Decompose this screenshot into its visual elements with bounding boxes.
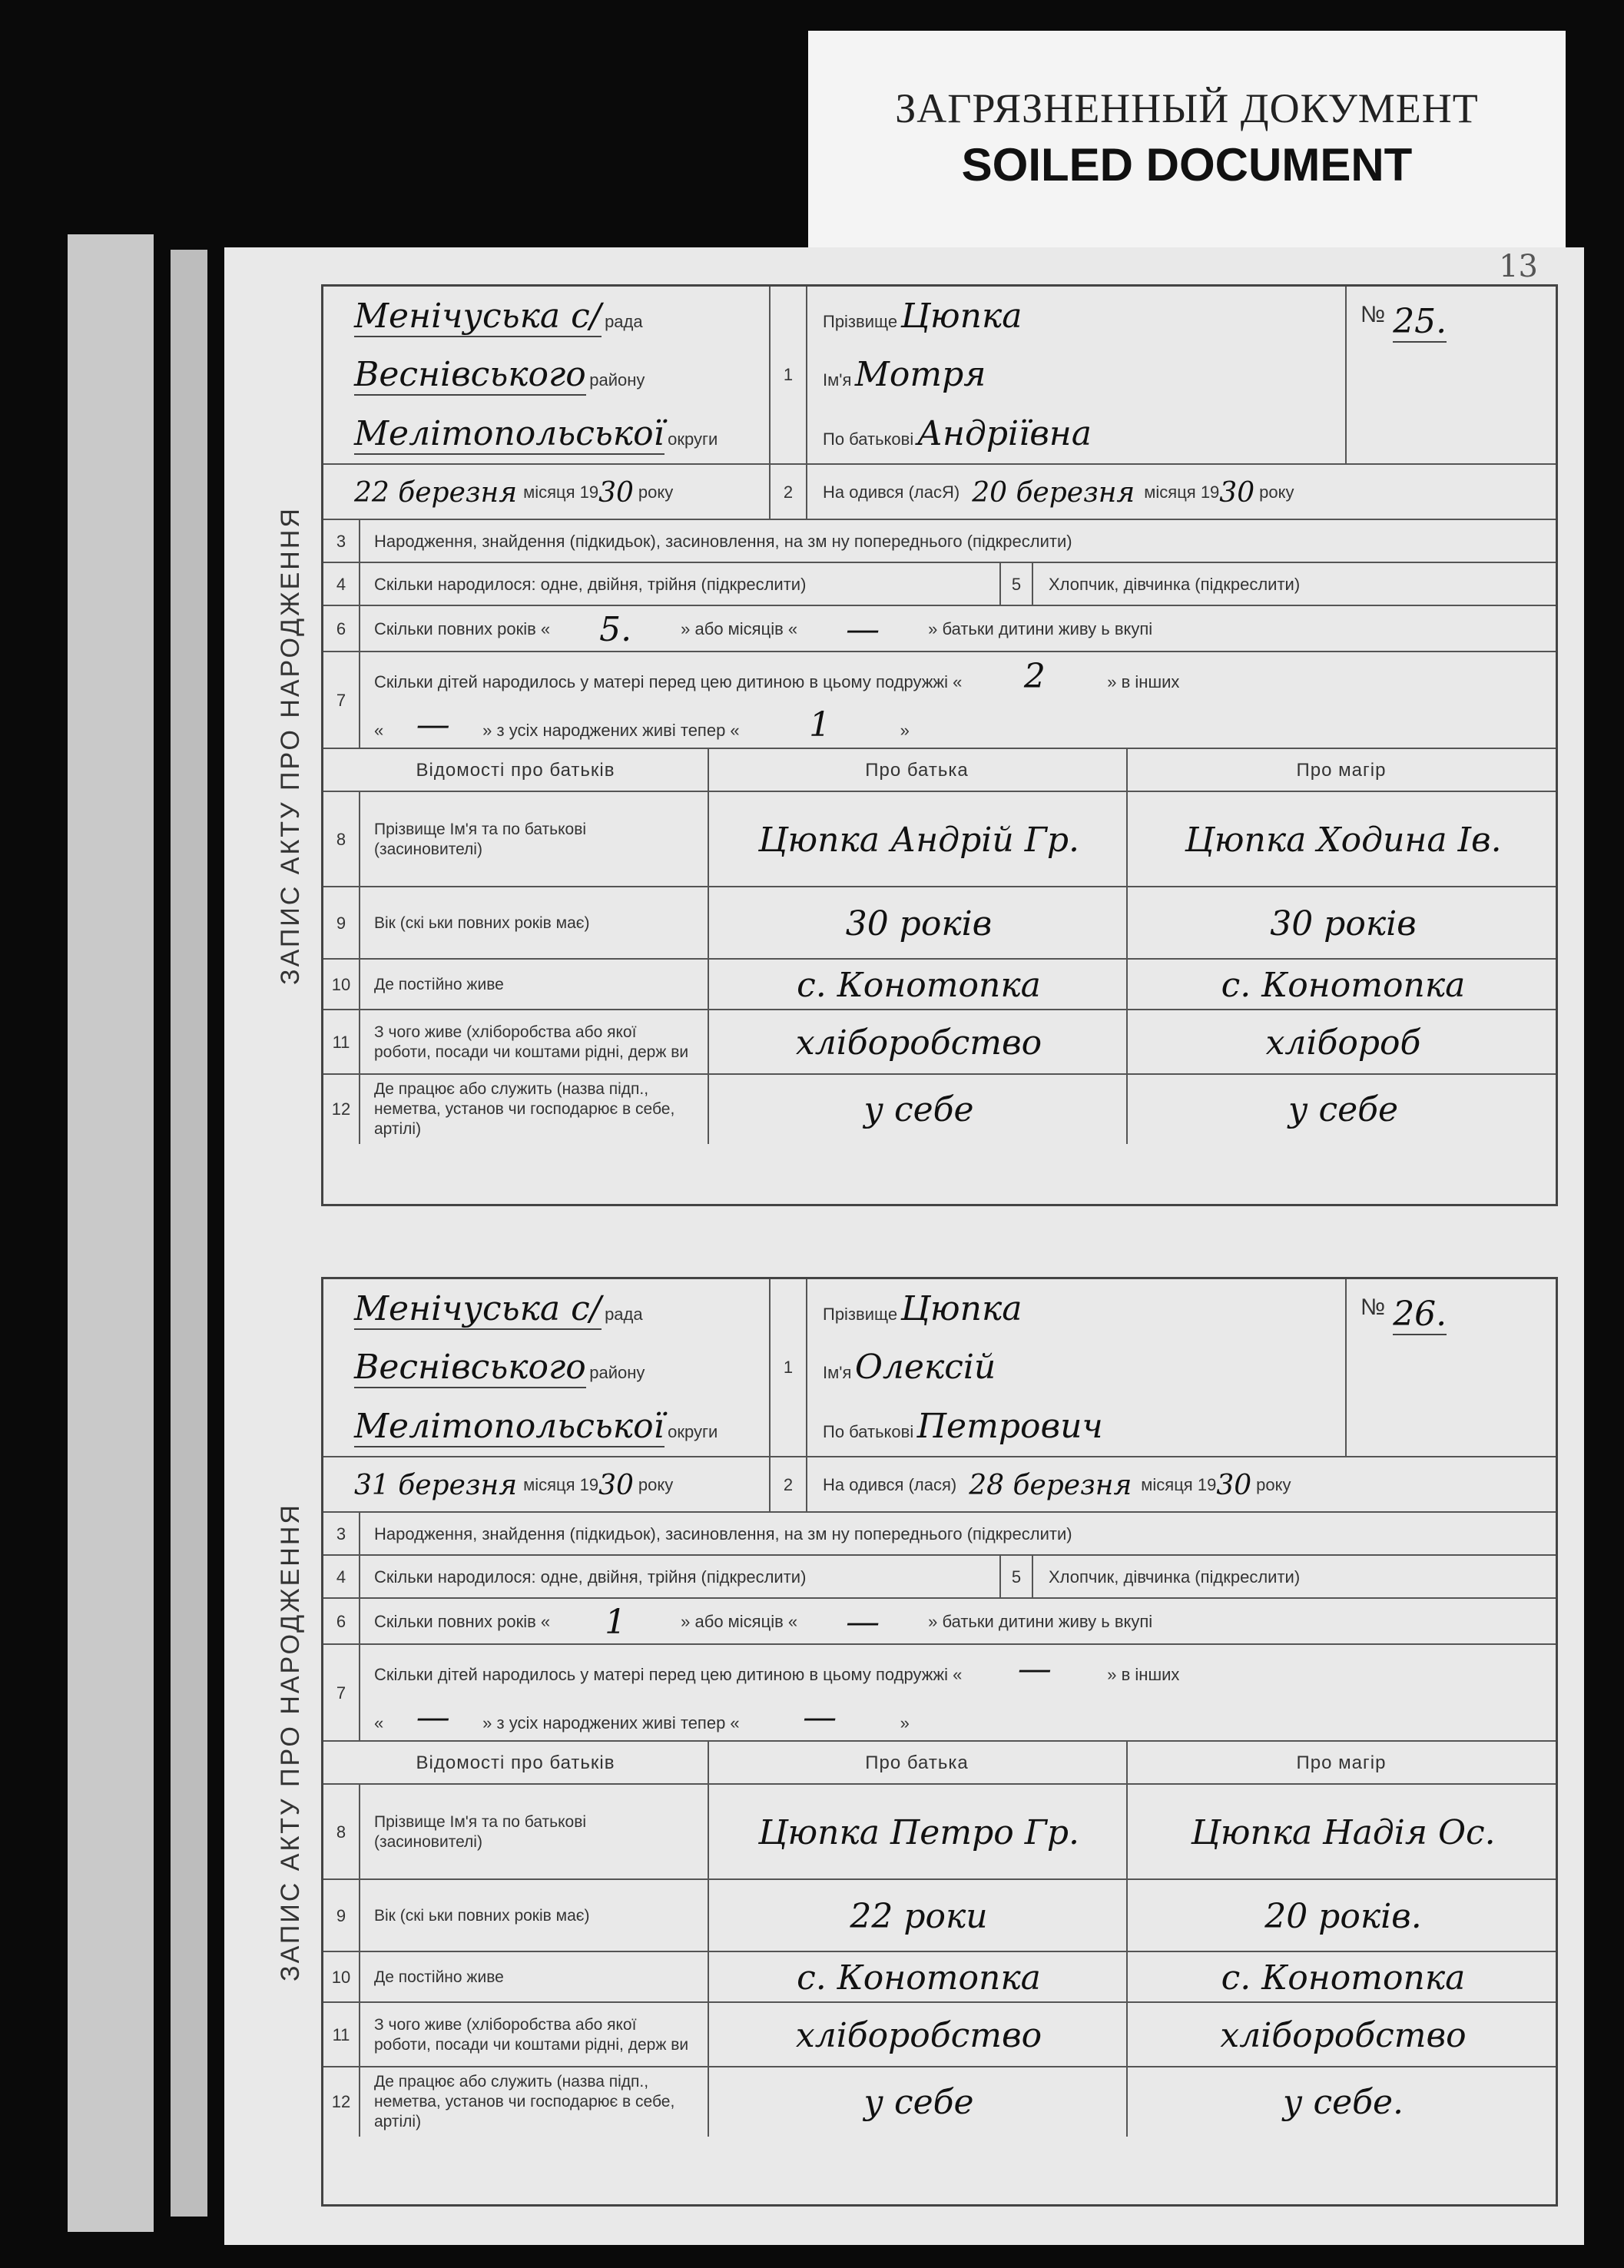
row-dates: 31 березня місяця 19 30 року 2 На одився (лася) 28 березня місяця 19 30 року bbox=[323, 1456, 1556, 1513]
birth-record bbox=[260, 284, 1558, 1206]
binding-strip-inner bbox=[171, 250, 207, 2217]
record-side-title: ЗАПИС АКТУ ПРО НАРОДЖЕННЯ bbox=[275, 1502, 305, 1981]
mother-value: 30 років bbox=[1270, 904, 1417, 943]
row-3: 3 Народження, знайдення (підкидьок), засиновлення, на зм ну попереднього (підкреслити) bbox=[323, 519, 1556, 563]
parents-row8: 8 Прізвище Ім'я та по батькові (засиновителі) Цюпка Андрій Гр. Цюпка Ходина Ів. bbox=[323, 791, 1556, 887]
label-line-english: SOILED DOCUMENT bbox=[961, 139, 1413, 191]
child-patronymic: Андріївна bbox=[916, 414, 1092, 454]
record-number: 26. bbox=[1393, 1295, 1447, 1334]
father-value: 30 років bbox=[845, 904, 993, 943]
row-3: 3 Народження, знайдення (підкидьок), засиновлення, на зм ну попереднього (підкреслити) bbox=[323, 1511, 1556, 1556]
label-line-russian: ЗАГРЯЗНЕННЫЙ ДОКУМЕНТ bbox=[895, 85, 1479, 131]
record-grid bbox=[321, 284, 1558, 1206]
child-name: Мотря bbox=[854, 355, 986, 395]
mother-value: хліборобство bbox=[1220, 2015, 1467, 2055]
registration-date: 22 березня bbox=[354, 476, 518, 509]
parents-header: Відомості про батьків Про батька Про магір bbox=[323, 748, 1556, 792]
father-value: с. Конотопка bbox=[797, 965, 1041, 1005]
soiled-document-label bbox=[808, 31, 1566, 250]
row-names: Менічуська с/ рада Веснівського району Мелітопольської округи 1 Прізвище Цюпка Ім'я Олексій По батькові Петрович № 26. bbox=[323, 1279, 1556, 1456]
row-7: 7 Скільки дітей народилось у матері перед цею дитиною в цьому подружжі « — » в інших « — » з усіх народжених живі тепер « — » bbox=[323, 1643, 1556, 1742]
child-patronymic: Петрович bbox=[916, 1407, 1103, 1447]
mother-value: с. Конотопка bbox=[1221, 1958, 1466, 1998]
mother-value: у себе. bbox=[1282, 2082, 1404, 2122]
father-value: у себе bbox=[863, 2082, 974, 2122]
father-value: хліборобство bbox=[795, 1023, 1042, 1063]
child-surname: Цюпка bbox=[900, 296, 1022, 336]
child-surname: Цюпка bbox=[900, 1288, 1022, 1328]
mother-value: Цюпка Надія Ос. bbox=[1191, 1812, 1496, 1852]
row-dates: 22 березня місяця 19 30 року 2 На одився (ласЯ) 20 березня місяця 19 30 року bbox=[323, 463, 1556, 520]
child-name: Олексій bbox=[854, 1348, 996, 1388]
birth-date: 20 березня bbox=[972, 476, 1135, 509]
parents-row9: 9 Вік (скі ьки повних років має) 30 років 30 років bbox=[323, 886, 1556, 960]
parents-header: Відомості про батьків Про батька Про магір bbox=[323, 1740, 1556, 1785]
district-value: Веснівського bbox=[354, 355, 586, 395]
father-value: Цюпка Андрій Гр. bbox=[758, 820, 1079, 860]
birth-record bbox=[260, 1277, 1558, 2207]
father-value: 22 роки bbox=[850, 1896, 988, 1936]
parents-row9: 9 Вік (скі ьки повних років має) 22 роки 20 років. bbox=[323, 1878, 1556, 1952]
record-grid bbox=[321, 1277, 1558, 2207]
father-value: у себе bbox=[863, 1089, 974, 1129]
row-names: Менічуська с/ рада Веснівського району Мелітопольської округи 1 Прізвище Цюпка Ім'я Мотря По батькові Андріївна № 25. bbox=[323, 287, 1556, 463]
register-page bbox=[224, 247, 1584, 2245]
row-4: 4 Скільки народилося: одне, двійня, трійня (підкреслити) 5 Хлопчик, дівчинка (підкреслити) bbox=[323, 1554, 1556, 1599]
parents-row12: 12 Де працює або служить (назва підп., неметва, установ чи господарює в себе, артілі) у себе у себе bbox=[323, 1073, 1556, 1144]
row-7: 7 Скільки дітей народилось у матері перед цею дитиною в цьому подружжі « 2 » в інших « — » з усіх народжених живі тепер « 1 » bbox=[323, 651, 1556, 749]
council-value: Менічуська с/ bbox=[354, 296, 602, 336]
registration-date: 31 березня bbox=[354, 1469, 518, 1501]
parents-row8: 8 Прізвище Ім'я та по батькові (засиновителі) Цюпка Петро Гр. Цюпка Надія Ос. bbox=[323, 1783, 1556, 1880]
mother-value: хлібороб bbox=[1265, 1023, 1421, 1063]
binding-strip bbox=[68, 234, 154, 2232]
mother-value: у себе bbox=[1288, 1089, 1399, 1129]
mother-value: Цюпка Ходина Ів. bbox=[1185, 820, 1502, 860]
father-value: хліборобство bbox=[795, 2015, 1042, 2055]
row-6: 6 Скільки повних років « 5. » або місяців « — » батьки дитини живу ь вкупі bbox=[323, 605, 1556, 652]
record-side-title: ЗАПИС АКТУ ПРО НАРОДЖЕННЯ bbox=[275, 506, 305, 985]
parents-row12: 12 Де працює або служить (назва підп., неметва, установ чи господарює в себе, артілі) у себе у себе. bbox=[323, 2066, 1556, 2137]
row-4: 4 Скільки народилося: одне, двійня, трійня (підкреслити) 5 Хлопчик, дівчинка (підкреслити) bbox=[323, 562, 1556, 606]
mother-value: с. Конотопка bbox=[1221, 965, 1466, 1005]
father-value: Цюпка Петро Гр. bbox=[758, 1812, 1079, 1852]
okrug-value: Мелітопольської bbox=[354, 1407, 665, 1447]
mother-value: 20 років. bbox=[1264, 1896, 1422, 1936]
parents-row10: 10 Де постійно живе с. Конотопка с. Конотопка bbox=[323, 1951, 1556, 2003]
page-number: 13 bbox=[1499, 249, 1538, 284]
council-value: Менічуська с/ bbox=[354, 1288, 602, 1328]
father-value: с. Конотопка bbox=[797, 1958, 1041, 1998]
parents-row11: 11 З чого живе (хліборобства або якої роботи, посади чи коштами рідні, держ ви хліборобство хлібороб bbox=[323, 1009, 1556, 1075]
district-value: Веснівського bbox=[354, 1348, 586, 1388]
row-6: 6 Скільки повних років « 1 » або місяців « — » батьки дитини живу ь вкупі bbox=[323, 1597, 1556, 1645]
parents-row11: 11 З чого живе (хліборобства або якої роботи, посади чи коштами рідні, держ ви хліборобство хліборобство bbox=[323, 2001, 1556, 2067]
record-number: 25. bbox=[1393, 302, 1447, 341]
birth-date: 28 березня bbox=[969, 1469, 1132, 1501]
okrug-value: Мелітопольської bbox=[354, 414, 665, 454]
parents-row10: 10 Де постійно живе с. Конотопка с. Конотопка bbox=[323, 958, 1556, 1010]
